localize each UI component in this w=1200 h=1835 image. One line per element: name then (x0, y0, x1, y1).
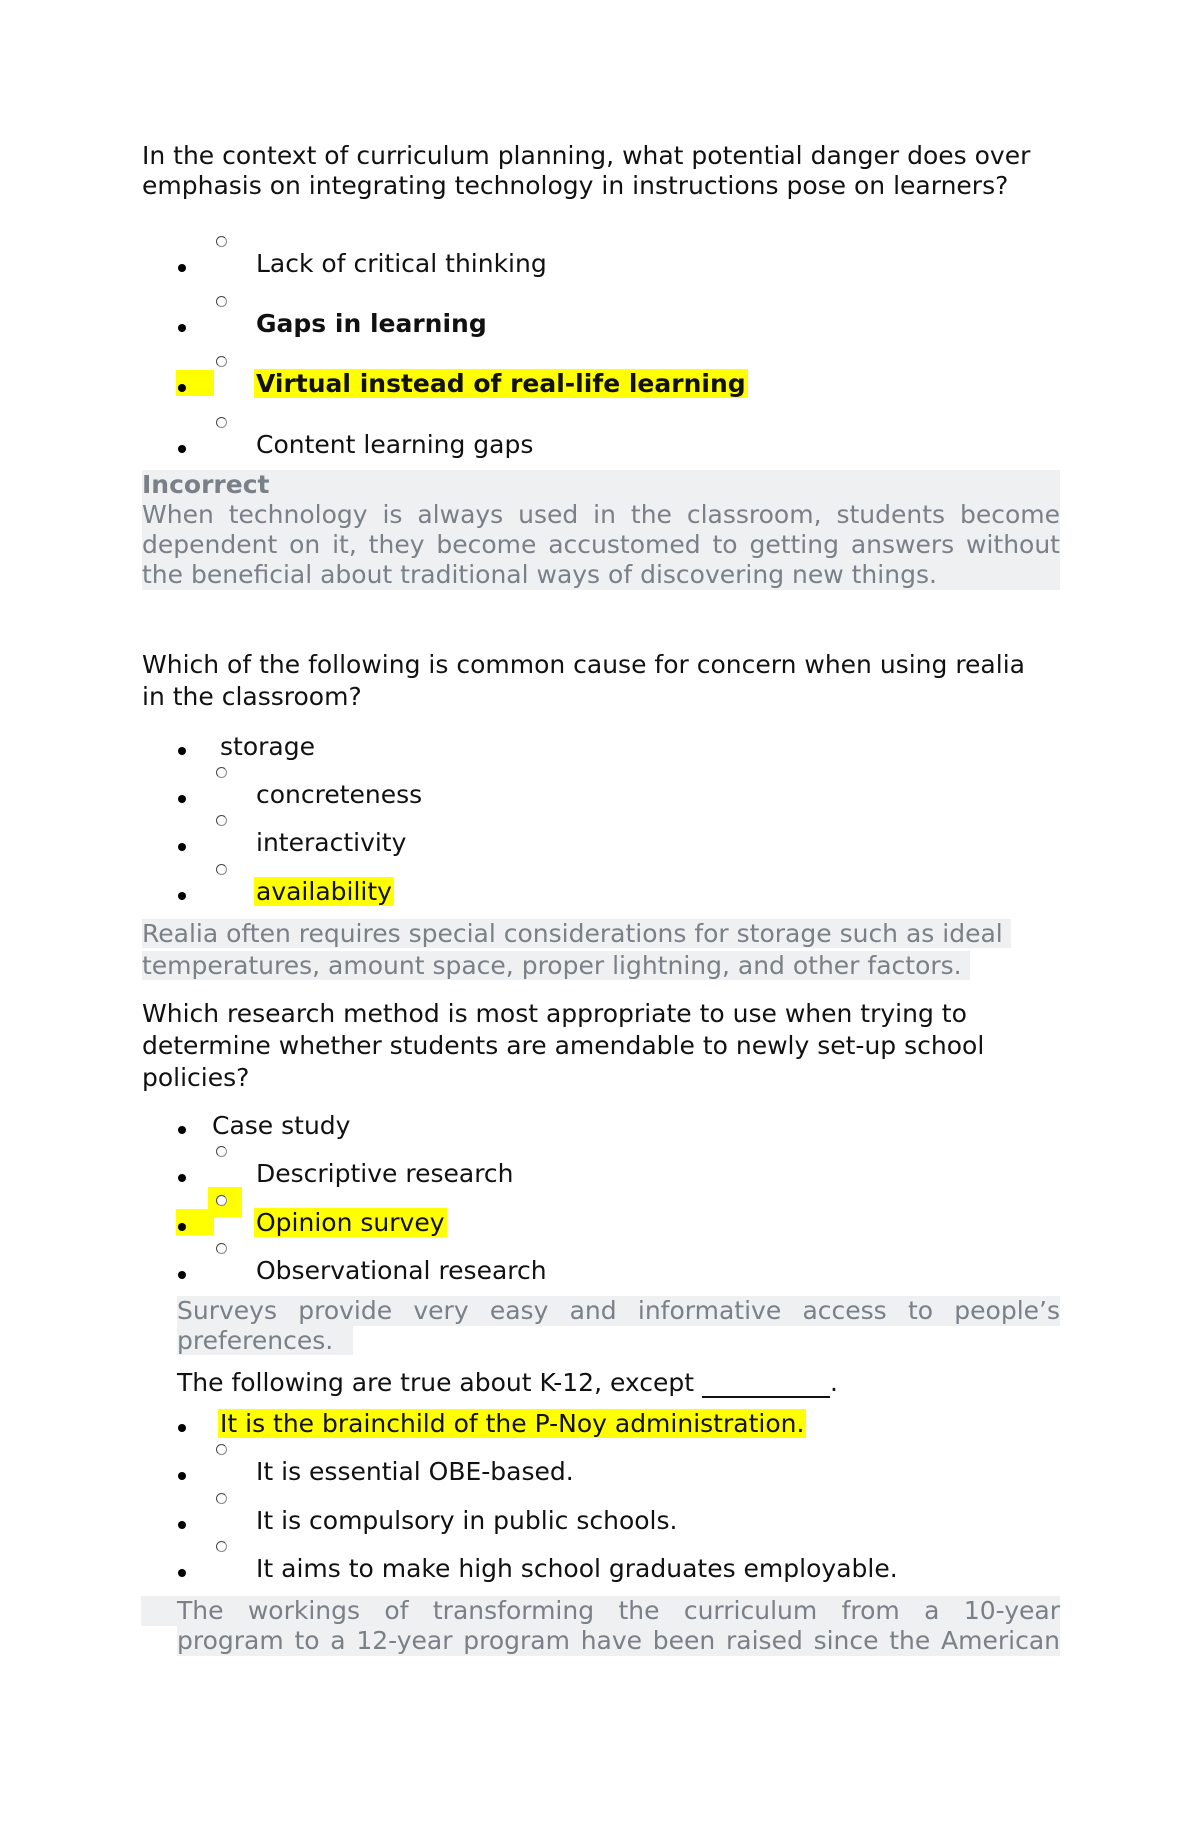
answer-blank (702, 1372, 830, 1398)
q2-question-line-1: Which of the following is common cause for concern when using realia (142, 650, 1025, 679)
bullet (178, 264, 186, 272)
option-label: It aims to make high school graduates employable. (256, 1554, 898, 1583)
bullet (178, 445, 186, 453)
bullet (178, 795, 186, 803)
bullet (178, 892, 186, 900)
q4-option-2[interactable] (142, 1458, 942, 1502)
q4-question-suffix: . (830, 1368, 838, 1397)
q4-option-4[interactable] (142, 1555, 942, 1599)
q2-option-2[interactable] (142, 781, 842, 825)
radio-button[interactable] (216, 1541, 227, 1552)
bullet (178, 747, 186, 755)
radio-button[interactable] (216, 1243, 227, 1254)
feedback-text: When technology is always used in the classroom, students become dependent on it, they become accustomed to getting answers without the beneficial about traditional ways of discovering new things. (142, 500, 1060, 589)
q3-question-line-1: Which research method is most appropriate to use when trying to (142, 999, 967, 1028)
option-label: It is essential OBE-based. (256, 1457, 574, 1486)
option-label: interactivity (256, 828, 407, 857)
q4-feedback (177, 1596, 1060, 1656)
q3-question-line-2: determine whether students are amendable to newly set-up school (142, 1031, 985, 1060)
option-label-selected: It is the brainchild of the P-Noy administration. (220, 1409, 805, 1438)
option-label: Observational research (256, 1256, 547, 1285)
bullet (178, 1223, 186, 1231)
option-label: It is compulsory in public schools. (256, 1506, 678, 1535)
q3-feedback (177, 1296, 1060, 1356)
bullet (178, 1424, 186, 1432)
option-label-selected: Virtual instead of real-life learning (256, 369, 746, 398)
option-label-selected: availability (256, 877, 392, 906)
q2-feedback (142, 918, 1032, 982)
q4-question-text: The following are true about K-12, except (177, 1368, 695, 1397)
radio-button[interactable] (216, 236, 227, 247)
q1-feedback (142, 470, 1060, 590)
bullet (178, 1472, 186, 1480)
radio-button[interactable] (216, 356, 227, 367)
radio-button[interactable] (216, 1444, 227, 1455)
q4-feedback-line-2: program to a 12-year program have been raised since the American (177, 1626, 1060, 1655)
option-label: Case study (212, 1111, 351, 1140)
option-label: Gaps in learning (256, 309, 487, 338)
option-label: Lack of critical thinking (256, 249, 547, 278)
q3-option-1[interactable] (142, 1112, 842, 1156)
bullet (178, 324, 186, 332)
q3-question-line-3: policies? (142, 1063, 250, 1092)
radio-button[interactable] (216, 767, 227, 778)
q3-option-3[interactable] (142, 1209, 842, 1253)
option-label: Descriptive research (256, 1159, 514, 1188)
bullet (178, 1126, 186, 1134)
bullet (178, 843, 186, 851)
bullet (178, 1569, 186, 1577)
radio-button[interactable] (216, 1146, 227, 1157)
q3-feedback-line-1: Surveys provide very easy and informative access to people’s (177, 1296, 1060, 1325)
q4-feedback-line-1: The workings of transforming the curriculum from a 10-year (141, 1596, 1060, 1626)
bullet (178, 1271, 186, 1279)
bullet-highlight (176, 370, 214, 396)
q2-feedback-line-1: Realia often requires special considerations for storage such as ideal (142, 919, 1011, 948)
q1-option-2[interactable] (142, 310, 842, 354)
q2-option-3[interactable] (142, 829, 842, 873)
q1-option-4[interactable] (142, 431, 842, 475)
feedback-title: Incorrect (142, 470, 270, 499)
bullet (178, 1174, 186, 1182)
q1-option-3[interactable] (142, 370, 842, 414)
option-label: Content learning gaps (256, 430, 534, 459)
option-label: concreteness (256, 780, 423, 809)
radio-button[interactable] (216, 296, 227, 307)
q3-option-4[interactable] (142, 1257, 842, 1301)
q1-option-1[interactable] (142, 250, 842, 294)
bullet (178, 1521, 186, 1529)
q2-option-4[interactable] (142, 878, 842, 922)
q2-question-line-2: in the classroom? (142, 682, 362, 711)
radio-button[interactable] (216, 1493, 227, 1504)
q4-option-1[interactable] (142, 1410, 942, 1454)
q4-option-3[interactable] (142, 1507, 942, 1551)
q3-option-2[interactable] (142, 1160, 842, 1204)
q2-question (142, 650, 1062, 712)
q3-feedback-line-2: preferences. (177, 1326, 353, 1355)
radio-button[interactable] (216, 815, 227, 826)
radio-button[interactable] (216, 417, 227, 428)
option-label-selected: Opinion survey (256, 1208, 445, 1237)
q2-feedback-line-2: temperatures, amount space, proper lightning, and other factors. (142, 951, 970, 980)
option-label: storage (220, 732, 315, 761)
radio-button[interactable] (216, 1195, 227, 1206)
q2-option-1[interactable] (142, 733, 842, 777)
q1-question: In the context of curriculum planning, what potential danger does over emphasis on integrating technology in instructions pose on learners? (142, 141, 1031, 200)
q3-question (142, 998, 1062, 1094)
bullet (178, 384, 186, 392)
radio-button[interactable] (216, 864, 227, 875)
q4-question (177, 1368, 1067, 1398)
